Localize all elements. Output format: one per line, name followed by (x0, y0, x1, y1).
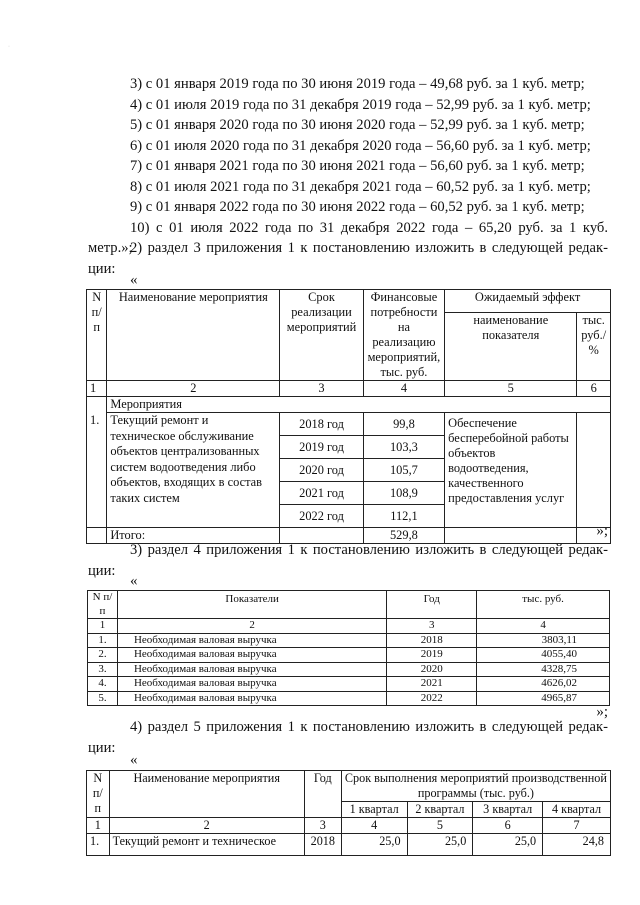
header-unit: тыс. руб./ % (577, 313, 611, 381)
table-row (88, 677, 610, 692)
row-value: 4055,40 (477, 648, 610, 663)
row-num: 5. (88, 691, 118, 706)
row-q4: 24,8 (543, 834, 611, 856)
header-name: Наименование мероприятия (109, 771, 304, 818)
row-name: Необходимая валовая выручка (117, 677, 386, 692)
row-q3: 25,0 (473, 834, 543, 856)
table-header-row (87, 771, 611, 802)
unit-empty (577, 413, 611, 528)
values-cell (363, 413, 444, 528)
tariff-line-3: 3) с 01 января 2019 года по 30 июня 2019 года – 49,68 руб. за 1 куб. метр; (130, 76, 585, 92)
row-name: Необходимая валовая выручка (117, 662, 386, 677)
header-term: Срок выполнения мероприятий производственной программы (тыс. руб.) (341, 771, 610, 802)
section-2-close-quote: »; (596, 523, 608, 539)
col-num-6: 6 (473, 818, 543, 834)
quarter-2: 2 квартал (407, 802, 473, 818)
column-number-row (87, 818, 611, 834)
table-row (87, 834, 611, 856)
year-2020: 2020 год (280, 459, 362, 482)
quarter-3: 3 квартал (473, 802, 543, 818)
section-4-line-a: 4) раздел 5 приложения 1 к постановлению изложить в следующей редак- (130, 719, 608, 735)
header-value: тыс. руб. (477, 591, 610, 619)
row-name: Необходимая валовая выручка (117, 691, 386, 706)
row-num: 2. (88, 648, 118, 663)
section-3-line-a: 3) раздел 4 приложения 1 к постановлению изложить в следующей редак- (130, 542, 608, 558)
quarter-4: 4 квартал (543, 802, 611, 818)
row-name: Текущий ремонт и техническое (109, 834, 304, 856)
row-year: 2018 (304, 834, 341, 856)
tariff-line-7: 7) с 01 января 2021 года по 30 июня 2021 года – 56,60 руб. за 1 куб. метр; (130, 158, 585, 174)
row-value: 4626,02 (477, 677, 610, 692)
value-2021: 108,9 (364, 482, 444, 505)
header-num: N п/ п (87, 771, 110, 818)
row-year: 2021 (387, 677, 477, 692)
header-finance: Финансовые потребности на реализацию мероприятий, тыс. руб. (363, 290, 444, 381)
total-label: Итого: (107, 528, 280, 544)
row-value: 4965,87 (477, 691, 610, 706)
header-year: Год (304, 771, 341, 818)
quarter-1: 1 квартал (341, 802, 407, 818)
row-q1: 25,0 (341, 834, 407, 856)
col-num-1: 1 (87, 818, 110, 834)
table-row (87, 413, 611, 528)
value-2022: 112,1 (390, 509, 418, 523)
revenue-table (87, 590, 610, 706)
col-num-7: 7 (543, 818, 611, 834)
table-row (88, 633, 610, 648)
total-value: 529,8 (363, 528, 444, 544)
column-number-row (88, 619, 610, 634)
section-2-open-quote: « (130, 272, 138, 288)
section-2-line-a: 2) раздел 3 приложения 1 к постановлению изложить в следующей редак- (130, 240, 608, 256)
year-2019: 2019 год (280, 436, 362, 459)
section-3-open-quote: « (130, 573, 138, 589)
row-num: 1. (87, 834, 110, 856)
value-2020: 105,7 (364, 459, 444, 482)
col-num-5: 5 (445, 381, 577, 397)
col-num-5: 5 (407, 818, 473, 834)
col-num-6: 6 (577, 381, 611, 397)
row-year: 2020 (387, 662, 477, 677)
value-2018: 99,8 (364, 413, 444, 436)
table-row (88, 691, 610, 706)
section-3-close-quote: »; (596, 704, 608, 720)
row-year: 2018 (387, 633, 477, 648)
section-4-line-b: ции: (88, 739, 116, 756)
schedule-table (86, 770, 611, 856)
table-row (88, 648, 610, 663)
tariff-list (88, 74, 608, 259)
column-number-row (87, 381, 611, 397)
group-label: Мероприятия (107, 397, 611, 413)
header-indicator: наименование показателя (445, 313, 577, 381)
col-num-4: 4 (341, 818, 407, 834)
header-num: N п/п (88, 591, 118, 619)
year-2018: 2018 год (280, 413, 362, 436)
tariff-line-8: 8) с 01 июля 2021 года по 31 декабря 2021 года – 60,52 руб. за 1 куб. метр; (130, 178, 591, 195)
row-num: 1. (87, 413, 107, 528)
tariff-line-10-end: метр.»; (88, 240, 133, 256)
table-row (88, 662, 610, 677)
section-4-open-quote: « (130, 752, 138, 768)
col-num-4: 4 (477, 619, 610, 634)
activities-table (86, 289, 611, 544)
section-4-heading (88, 717, 608, 758)
year-2022: 2022 год (299, 509, 344, 523)
col-num-3: 3 (304, 818, 341, 834)
header-year: Год (387, 591, 477, 619)
col-num-4: 4 (363, 381, 444, 397)
row-name: Текущий ремонт и техническое обслуживание объектов централизованных систем водоотведения либо объектов, входящих в состав таких систем (107, 413, 280, 528)
year-2021: 2021 год (280, 482, 362, 505)
row-q2: 25,0 (407, 834, 473, 856)
effect-text: Обеспечение бесперебойной работы объектов водоотведения, качественного предоставления услуг (445, 413, 577, 528)
col-num-2: 2 (107, 381, 280, 397)
header-num: N п/ п (87, 290, 107, 381)
section-2-heading (88, 238, 608, 279)
row-num: 3. (88, 662, 118, 677)
section-2-line-b: ции: (88, 260, 116, 277)
row-num: 4. (88, 677, 118, 692)
col-num-3: 3 (387, 619, 477, 634)
tariff-line-10: 10) с 01 июля 2022 года по 31 декабря 2022 года – 65,20 руб. за 1 куб. (130, 219, 608, 236)
row-year: 2022 (387, 691, 477, 706)
col-num-1: 1 (87, 381, 107, 397)
row-name: Необходимая валовая выручка (117, 633, 386, 648)
col-num-2: 2 (109, 818, 304, 834)
col-num-2: 2 (117, 619, 386, 634)
table-header-row (88, 591, 610, 619)
value-2019: 103,3 (364, 436, 444, 459)
col-num-1: 1 (88, 619, 118, 634)
tariff-line-6: 6) с 01 июля 2020 года по 31 декабря 2020 года – 56,60 руб. за 1 куб. метр; (130, 137, 591, 154)
row-value: 4328,75 (477, 662, 610, 677)
tariff-line-4: 4) с 01 июля 2019 года по 31 декабря 2019 года – 52,99 руб. за 1 куб. метр; (130, 96, 591, 113)
row-value: 3803,11 (477, 633, 610, 648)
years-cell (280, 413, 363, 528)
table-row (87, 397, 611, 413)
header-indicators: Показатели (117, 591, 386, 619)
tariff-line-9: 9) с 01 января 2022 года по 30 июня 2022 года – 60,52 руб. за 1 куб. метр; (130, 199, 585, 215)
table-header-row (87, 290, 611, 313)
row-name: Необходимая валовая выручка (117, 648, 386, 663)
tariff-line-5: 5) с 01 января 2020 года по 30 июня 2020 года – 52,99 руб. за 1 куб. метр; (130, 117, 585, 133)
section-3-heading (88, 540, 608, 581)
row-year: 2019 (387, 648, 477, 663)
header-effect: Ожидаемый эффект (445, 290, 611, 313)
row-num: 1. (88, 633, 118, 648)
col-num-3: 3 (280, 381, 363, 397)
scan-speck: · (8, 44, 10, 50)
header-name: Наименование мероприятия (107, 290, 280, 381)
section-3-line-b: ции: (88, 562, 116, 579)
header-term: Срок реализации мероприятий (280, 290, 363, 381)
